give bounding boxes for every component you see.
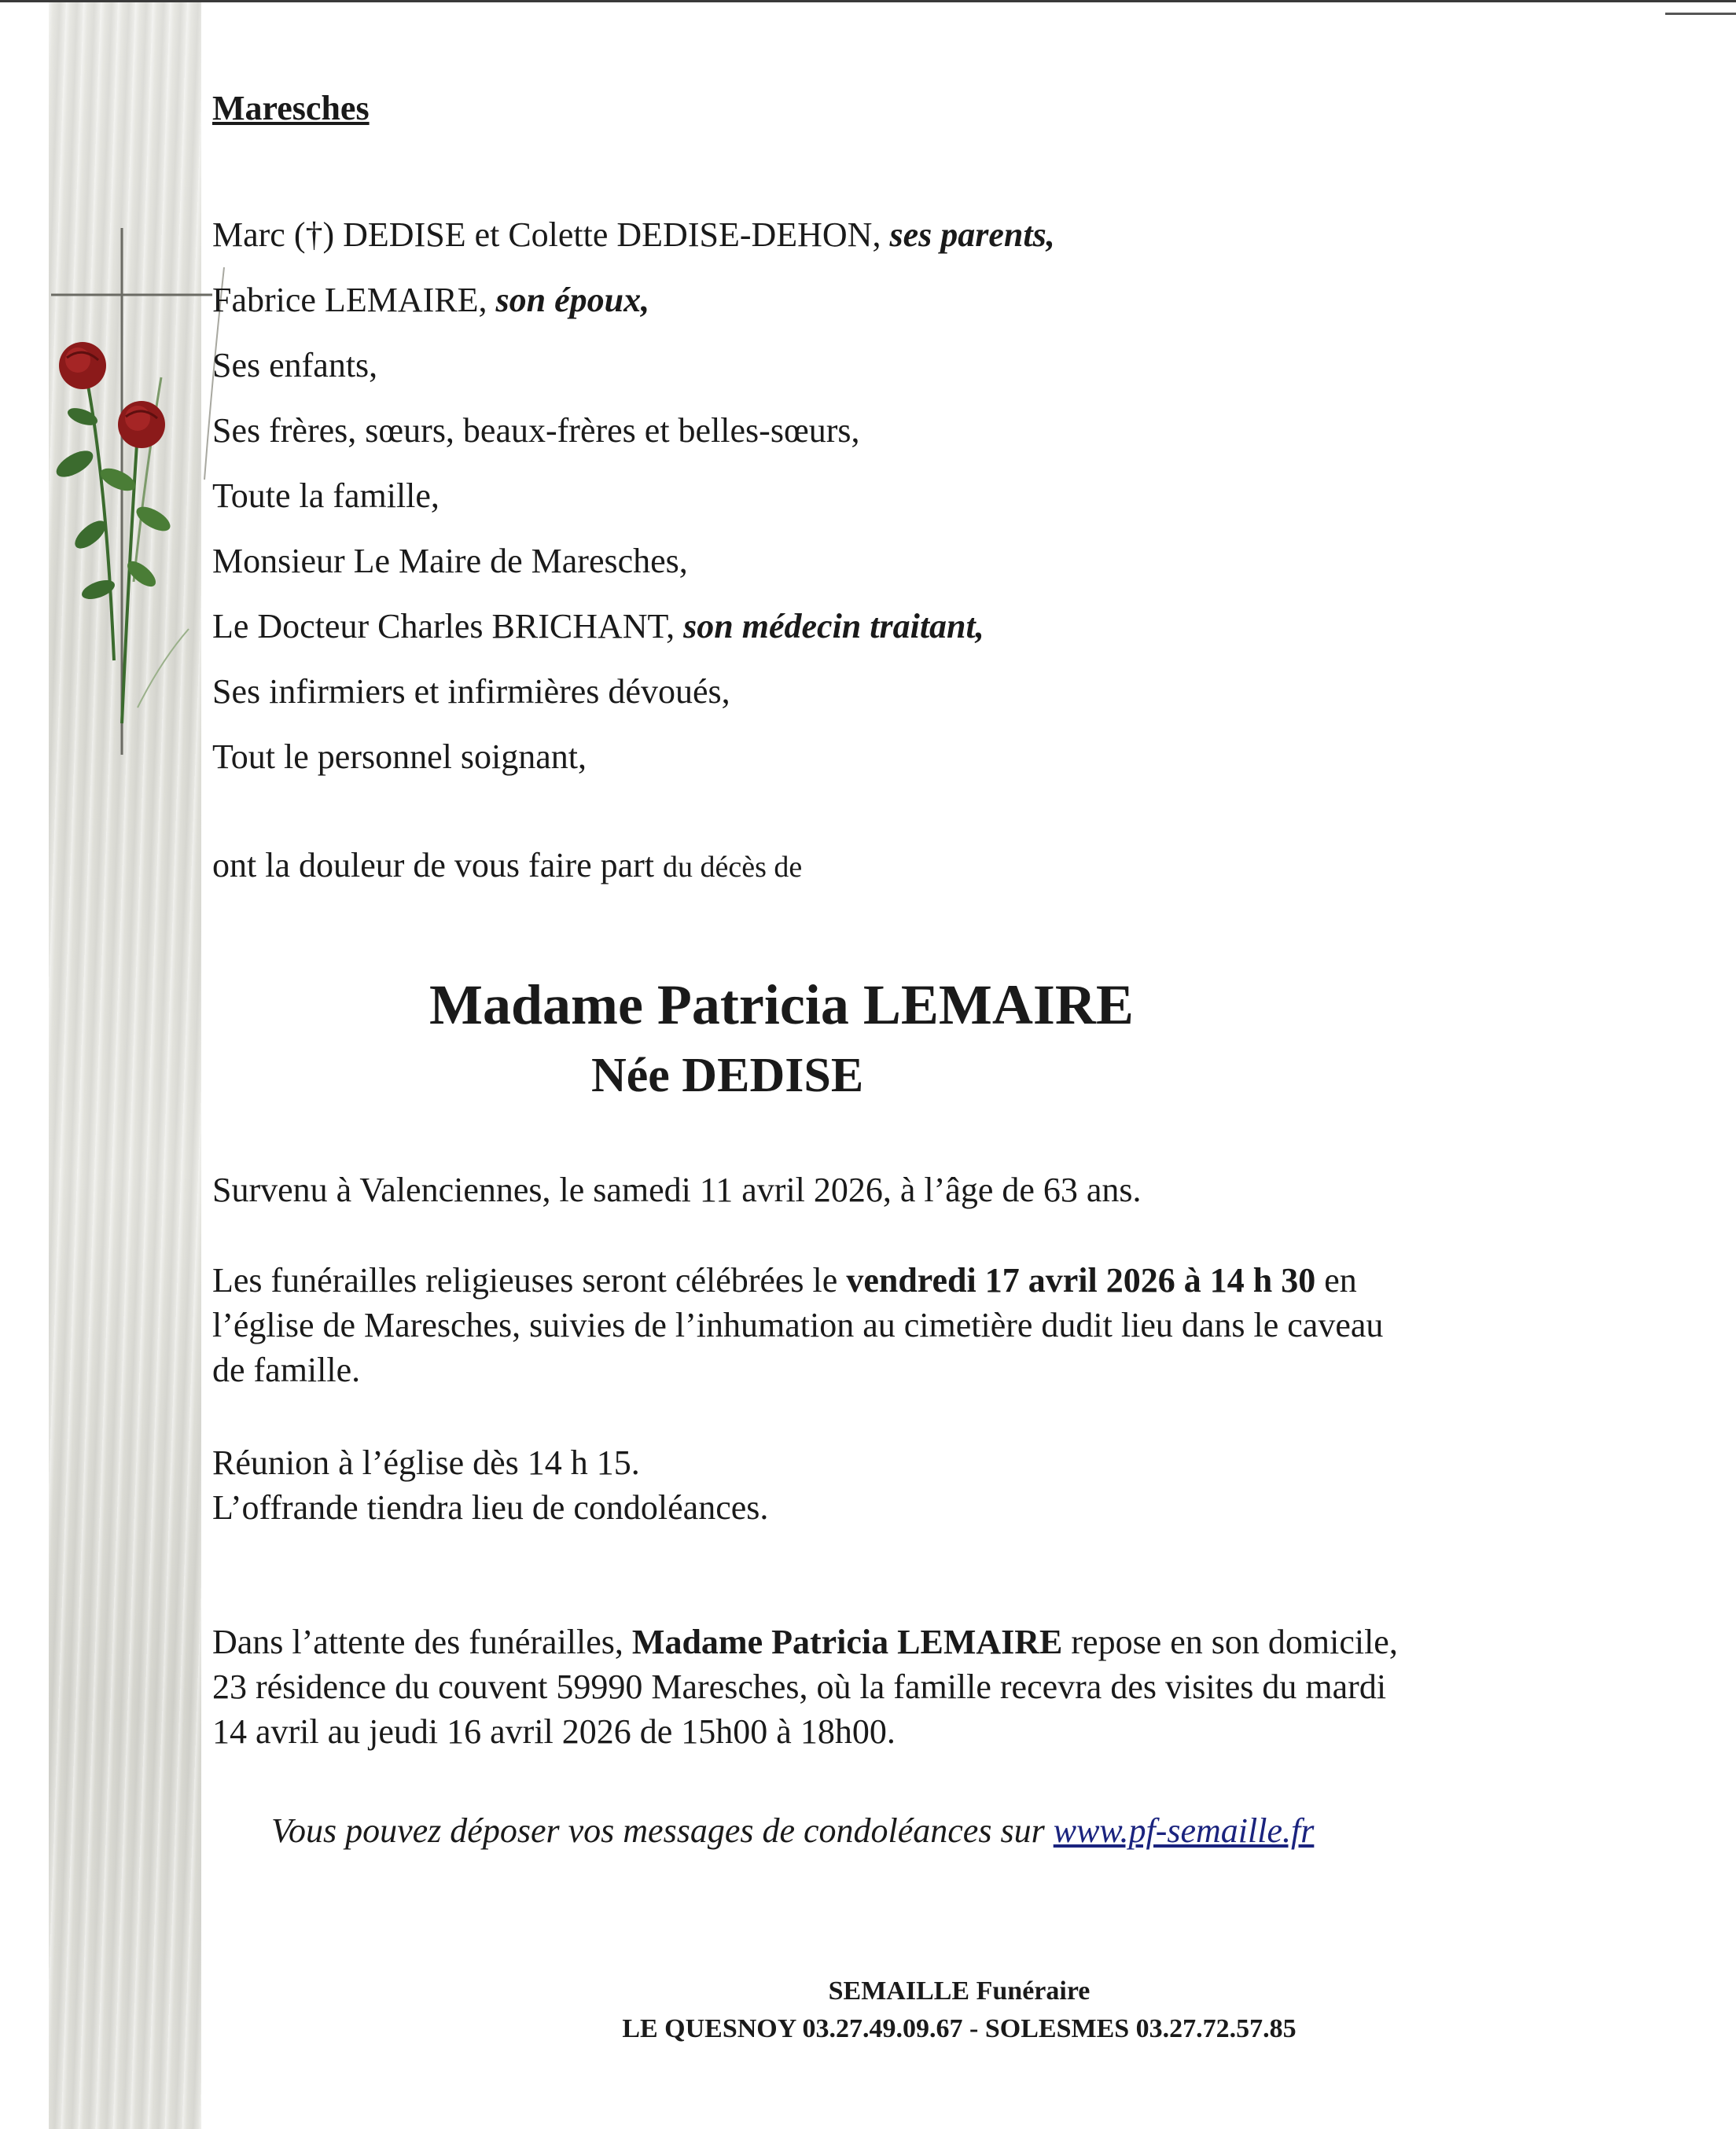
deceased-name: Madame Patricia LEMAIRE <box>429 973 1134 1036</box>
condolences-line: Vous pouvez déposer vos messages de condoléances sur www.pf-semaille.fr <box>271 1811 1315 1850</box>
footer-company: SEMAILLE Funéraire <box>828 1976 1091 2006</box>
family-list <box>212 212 1055 800</box>
family-line-doctor: Le Docteur Charles BRICHANT, son médecin traitant, <box>212 607 984 645</box>
footer-contacts: LE QUESNOY 03.27.49.09.67 - SOLESMES 03.27.72.57.85 <box>622 2014 1296 2043</box>
announcement: ont la douleur de vous faire part du décès de <box>212 846 803 884</box>
town-heading: Maresches <box>212 89 370 127</box>
top-right-mark <box>1665 0 1736 15</box>
family-line-parents: Marc (†) DEDISE et Colette DEDISE-DEHON, ses parents, <box>212 215 1055 254</box>
death-info: Survenu à Valenciennes, le samedi 11 avril 2026, à l’âge de 63 ans. <box>212 1171 1142 1209</box>
visit-info: Dans l’attente des funérailles, Madame Patricia LEMAIRE repose en son domicile, 23 résidence du couvent 59990 Maresches, où la famille recevra des visites du mardi 14 avril au jeudi 16 avril 2026 de 15h00 à 18h00. <box>212 1623 1398 1751</box>
top-border <box>0 0 1736 2</box>
maiden-name: Née DEDISE <box>591 1049 864 1102</box>
meeting-info: Réunion à l’église dès 14 h 15. L’offrande tiendra lieu de condoléances. <box>212 1443 769 1527</box>
funeral-info: Les funérailles religieuses seront célébrées le vendredi 17 avril 2026 à 14 h 30 en l’église de Maresches, suivies de l’inhumation au cimetière dudit lieu dans le caveau de famille. <box>212 1261 1384 1389</box>
website-link[interactable]: www.pf-semaille.fr <box>1053 1811 1315 1850</box>
family-line-siblings: Ses frères, sœurs, beaux-frères et belles-sœurs, <box>212 411 860 450</box>
family-line-staff: Tout le personnel soignant, <box>212 737 587 776</box>
family-line-spouse: Fabrice LEMAIRE, son époux, <box>212 281 650 319</box>
family-line-family: Toute la famille, <box>212 476 440 515</box>
family-line-mayor: Monsieur Le Maire de Maresches, <box>212 542 688 580</box>
family-line-nurses: Ses infirmiers et infirmières dévoués, <box>212 672 730 711</box>
family-line-children: Ses enfants, <box>212 346 378 384</box>
